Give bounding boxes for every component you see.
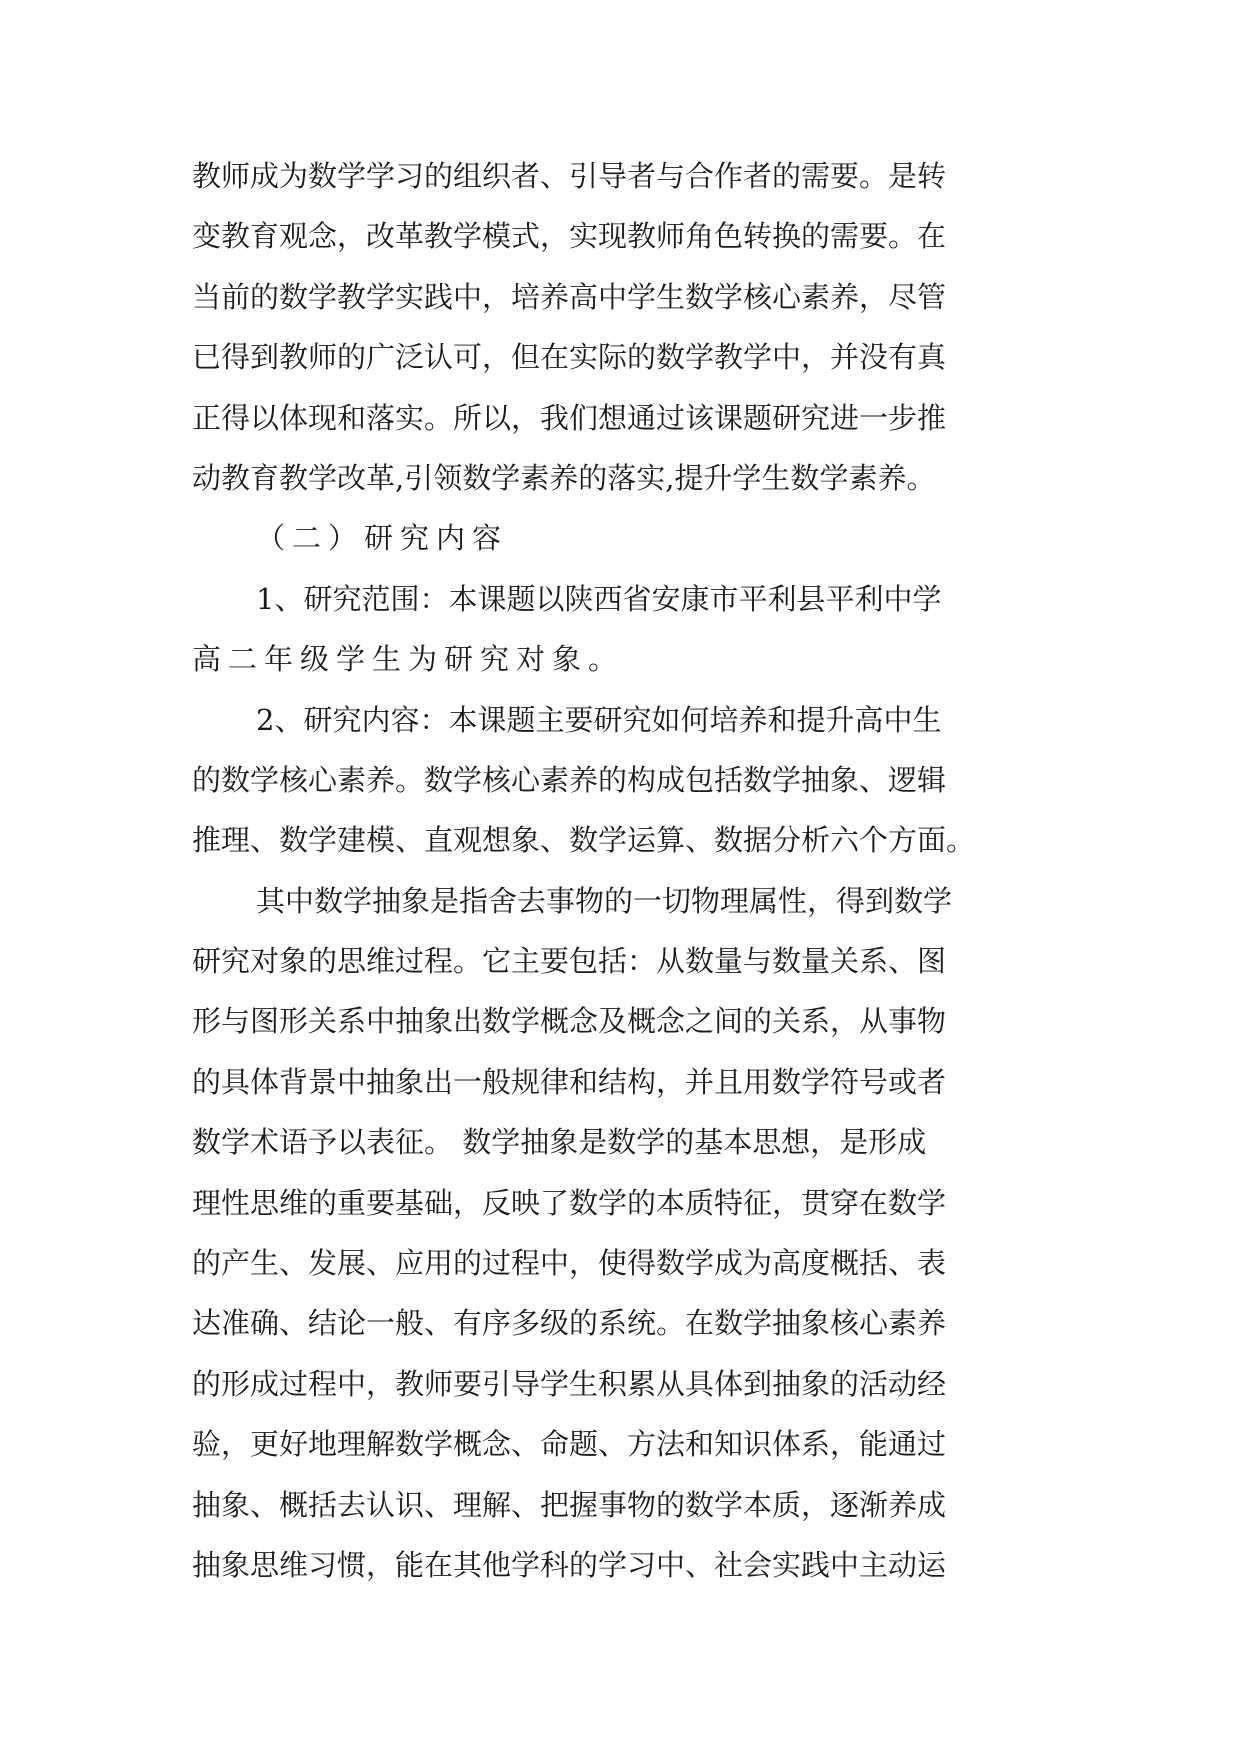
text-line: 抽象思维习惯，能在其他学科的学习中、社会实践中主动运 [192, 1547, 947, 1582]
text-line: 1、研究范围：本课题以陕西省安康市平利县平利中学 [256, 581, 942, 616]
text-line: 达准确、结论一般、有序多级的系统。在数学抽象核心素养 [192, 1306, 947, 1341]
body-text [192, 146, 1052, 1595]
text-line: 数学术语予以表征。 数学抽象是数学的基本思想，是形成 [192, 1125, 927, 1160]
text-line: 研究对象的思维过程。它主要包括：从数量与数量关系、图 [192, 944, 947, 979]
text-line: 理性思维的重要基础，反映了数学的本质特征，贯穿在数学 [192, 1185, 947, 1220]
text-line: （二）研究内容 [256, 521, 509, 556]
text-line: 抽象、概括去认识、理解、把握事物的数学本质，逐渐养成 [192, 1487, 947, 1522]
text-line: 高二年级学生为研究对象。 [192, 642, 625, 677]
text-line: 的形成过程中，教师要引导学生积累从具体到抽象的活动经 [192, 1366, 947, 1401]
text-line: 验，更好地理解数学概念、命题、方法和知识体系，能通过 [192, 1427, 947, 1462]
text-line: 当前的数学教学实践中，培养高中学生数学核心素养，尽管 [192, 279, 947, 314]
text-line: 的数学核心素养。数学核心素养的构成包括数学抽象、逻辑 [192, 762, 947, 797]
text-line: 正得以体现和落实。所以，我们想通过该课题研究进一步推 [192, 400, 947, 435]
text-line: 教师成为数学学习的组织者、引导者与合作者的需要。是转 [192, 159, 947, 193]
text-line: 推理、数学建模、直观想象、数学运算、数据分析六个方面。 [192, 823, 976, 858]
text-line: 2、研究内容：本课题主要研究如何培养和提升高中生 [256, 702, 942, 737]
text-line: 变教育观念，改革教学模式，实现教师角色转换的需要。在 [192, 219, 947, 254]
text-line: 其中数学抽象是指舍去事物的一切物理属性，得到数学 [256, 883, 953, 918]
text-line: 形与图形关系中抽象出数学概念及概念之间的关系，从事物 [192, 1004, 947, 1039]
text-line: 的产生、发展、应用的过程中，使得数学成为高度概括、表 [192, 1246, 947, 1281]
text-line: 的具体背景中抽象出一般规律和结构，并且用数学符号或者 [192, 1064, 947, 1099]
text-line: 已得到教师的广泛认可，但在实际的数学教学中，并没有真 [192, 340, 947, 375]
text-line: 动教育教学改革,引领数学素养的落实,提升学生数学素养。 [192, 460, 936, 495]
